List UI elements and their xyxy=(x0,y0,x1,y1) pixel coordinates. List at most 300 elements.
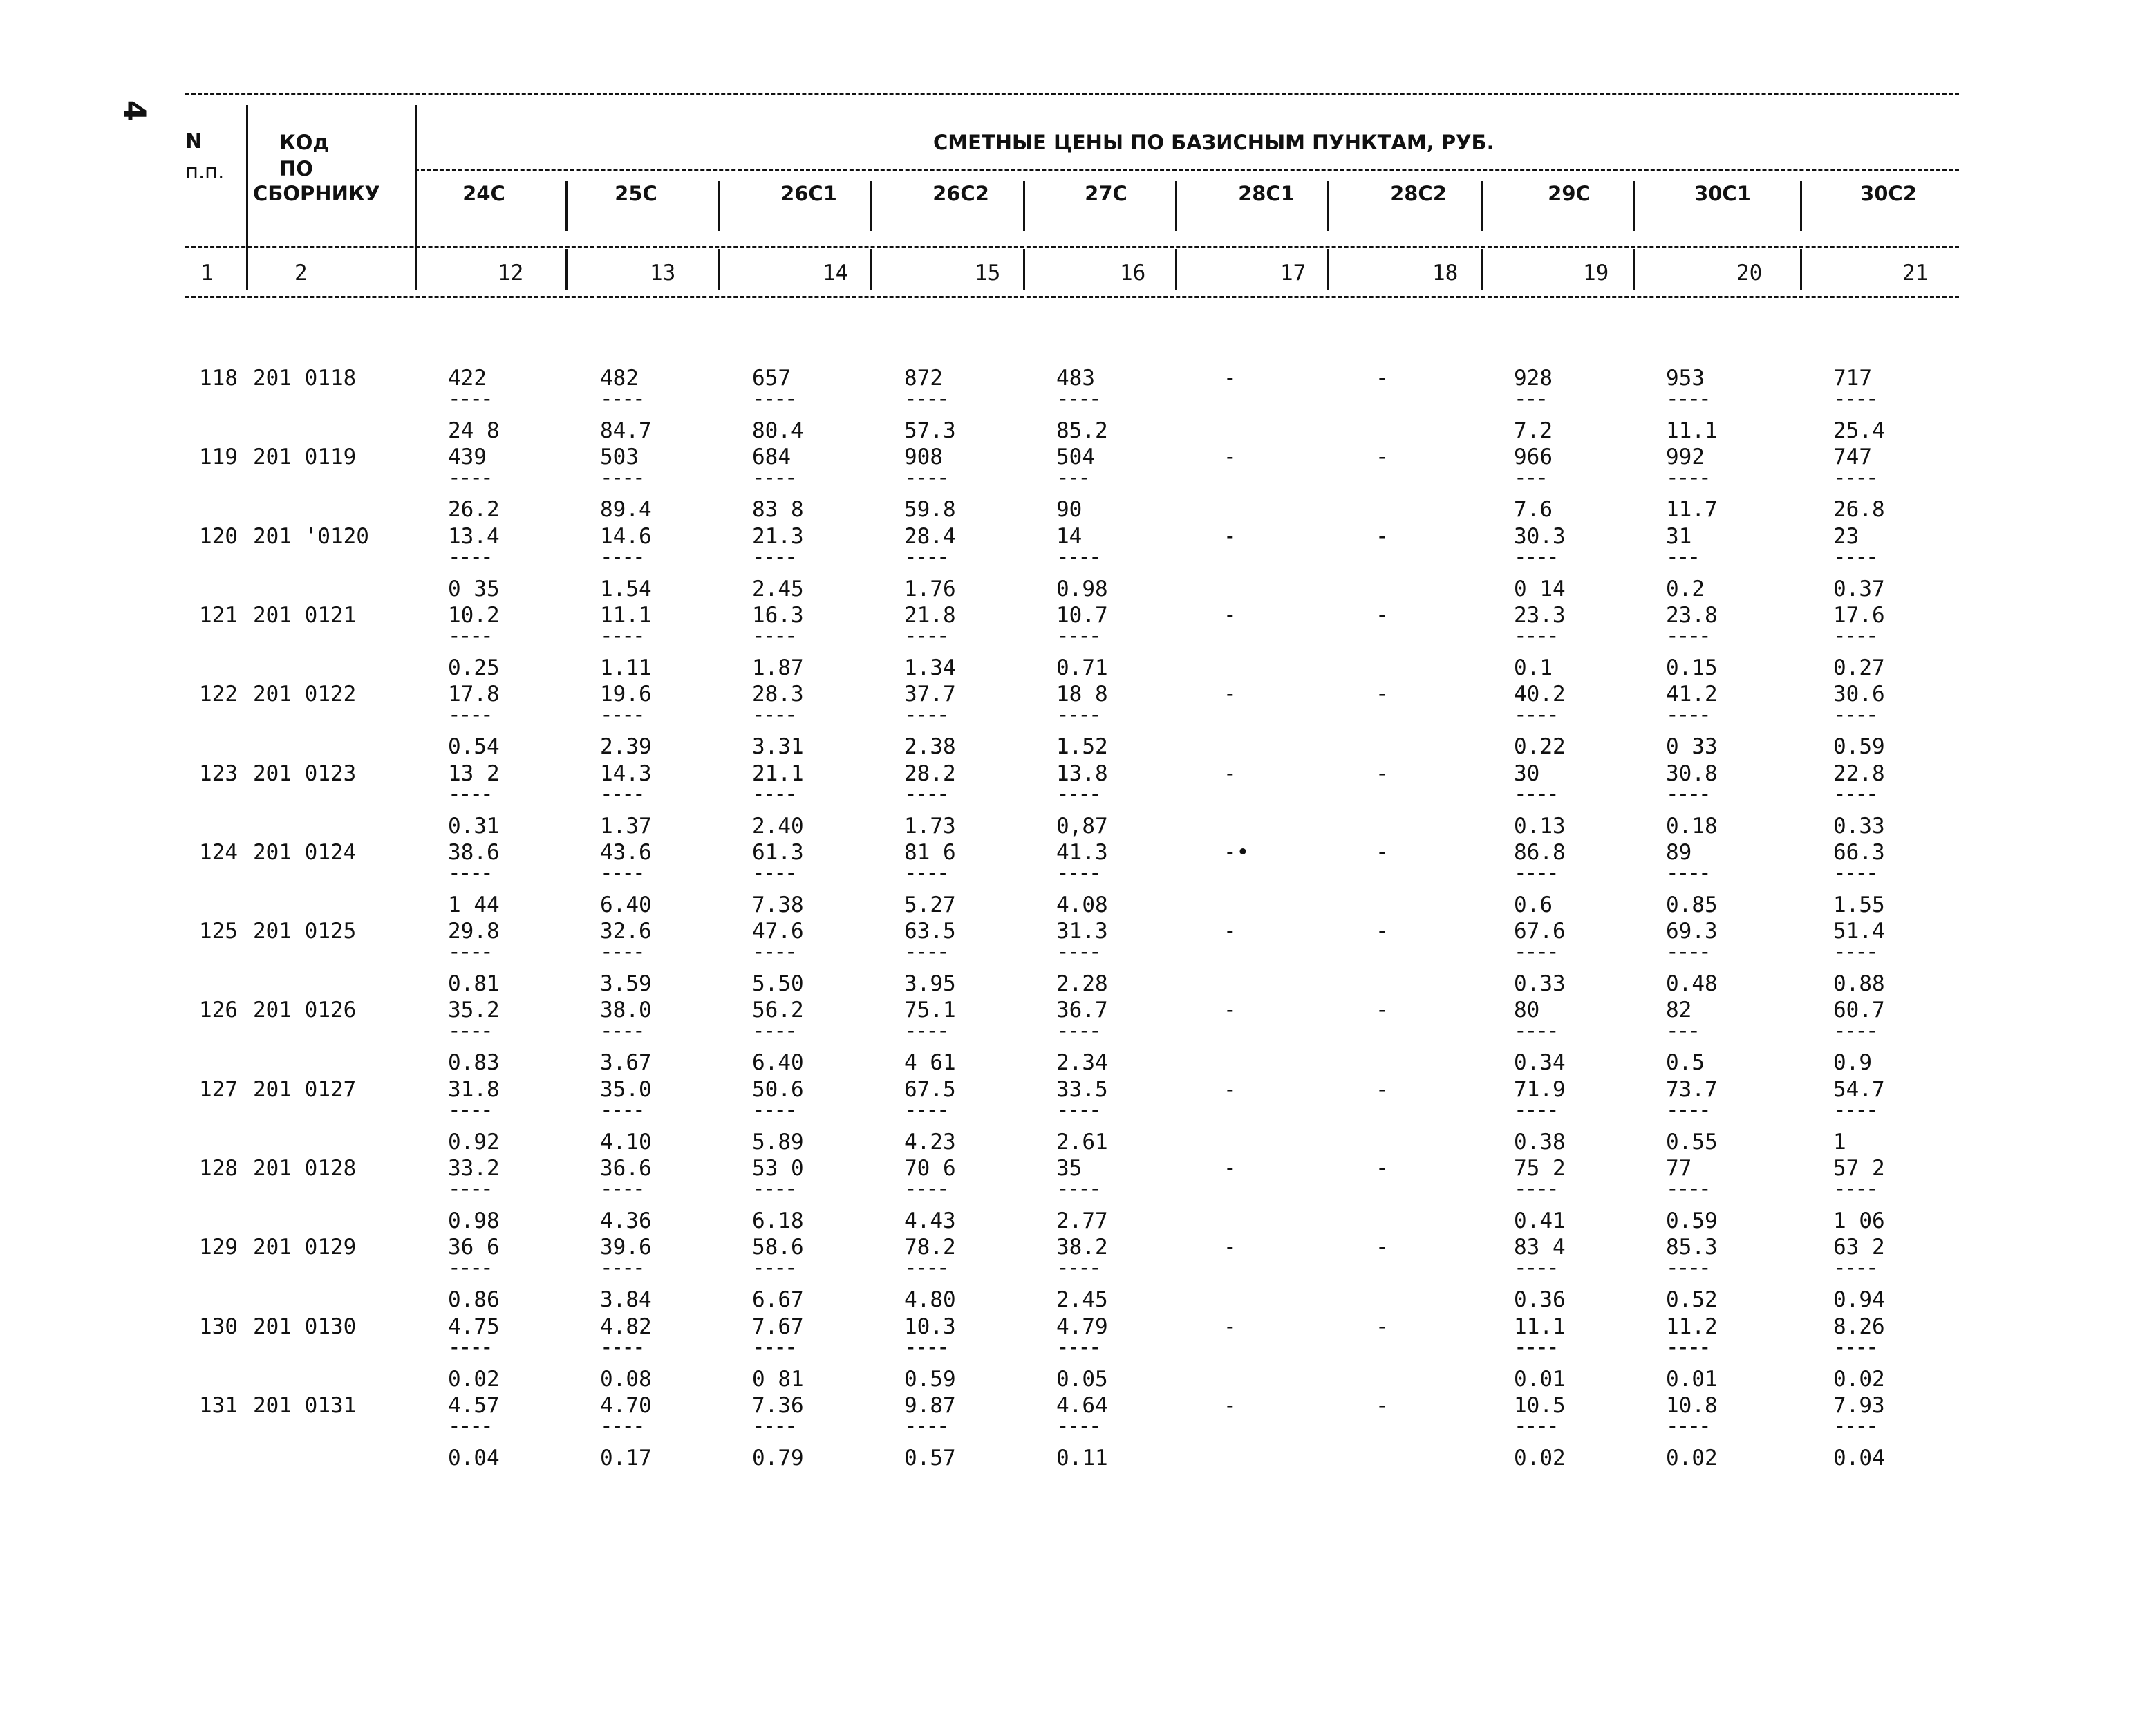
fraction-bar: ---- xyxy=(600,386,644,411)
fraction-bar: ---- xyxy=(1666,1177,1709,1202)
fraction-bar: ---- xyxy=(904,465,948,491)
row-number: 129 xyxy=(199,1235,238,1260)
column-index: 13 xyxy=(650,261,676,286)
price-value: 63 2 xyxy=(1833,1235,1885,1260)
transport-cost-value: 0.88 xyxy=(1833,971,1885,997)
transport-cost-value: 0 81 xyxy=(752,1366,804,1392)
price-value: 30 xyxy=(1514,760,1540,786)
fraction-bar: --- xyxy=(1056,465,1089,491)
price-value: 4.82 xyxy=(600,1314,652,1339)
price-value: - xyxy=(1376,1314,1389,1339)
fraction-bar: ---- xyxy=(752,1018,796,1044)
price-value: 4.79 xyxy=(1056,1314,1108,1339)
transport-cost-value: 0.57 xyxy=(904,1445,956,1470)
price-value: 17.8 xyxy=(448,682,500,707)
transport-cost-value: 0.98 xyxy=(1056,576,1108,601)
row-code: 201 0121 xyxy=(253,602,357,628)
column-header-26c1: 26C1 xyxy=(780,182,837,205)
price-value: 10.3 xyxy=(904,1314,956,1339)
fraction-bar: ---- xyxy=(904,1334,948,1360)
fraction-bar: ---- xyxy=(600,1413,644,1439)
column-divider xyxy=(565,249,568,290)
transport-cost-value: 0.25 xyxy=(448,655,500,680)
price-value: 19.6 xyxy=(600,682,652,707)
transport-cost-value: 0.81 xyxy=(448,971,500,997)
price-value: 657 xyxy=(752,366,791,391)
fraction-bar: ---- xyxy=(752,781,796,807)
row-code: 201 0131 xyxy=(253,1392,357,1418)
fraction-bar: ---- xyxy=(1514,781,1557,807)
row-number: 123 xyxy=(199,760,238,786)
transport-cost-value: 0.33 xyxy=(1833,813,1885,839)
price-value: 28.3 xyxy=(752,682,804,707)
transport-cost-value: 0.04 xyxy=(448,1445,500,1470)
row-number: 121 xyxy=(199,602,238,628)
transport-cost-value: 4.43 xyxy=(904,1208,956,1233)
price-value: - xyxy=(1376,366,1389,391)
transport-cost-value: 0.48 xyxy=(1666,971,1718,997)
transport-cost-value: 59.8 xyxy=(904,497,956,523)
fraction-bar: ---- xyxy=(448,1413,491,1439)
row-code: 201 0118 xyxy=(253,366,357,391)
column-header-30c1: 30C1 xyxy=(1694,182,1751,205)
price-value: 61.3 xyxy=(752,839,804,865)
price-value: 50.6 xyxy=(752,1076,804,1102)
fraction-bar: ---- xyxy=(448,1177,491,1202)
price-value: 66.3 xyxy=(1833,839,1885,865)
fraction-bar: ---- xyxy=(448,1018,491,1044)
fraction-bar: ---- xyxy=(1833,544,1877,570)
transport-cost-value: 7.2 xyxy=(1514,418,1553,443)
fraction-bar: ---- xyxy=(1056,781,1100,807)
price-value: 53 0 xyxy=(752,1156,804,1181)
column-divider xyxy=(718,249,720,290)
price-value: 30.3 xyxy=(1514,523,1566,549)
transport-cost-value: 5.27 xyxy=(904,892,956,917)
fraction-bar: ---- xyxy=(1833,1097,1877,1123)
price-value: 30.6 xyxy=(1833,682,1885,707)
price-value: 43.6 xyxy=(600,839,652,865)
transport-cost-value: 26.8 xyxy=(1833,497,1885,523)
transport-cost-value: 2.38 xyxy=(904,734,956,760)
fraction-bar: ---- xyxy=(448,1097,491,1123)
column-header-25c: 25C xyxy=(615,182,657,205)
transport-cost-value: 24 8 xyxy=(448,418,500,443)
transport-cost-value: 0.6 xyxy=(1514,892,1553,917)
price-value: - xyxy=(1376,1156,1389,1181)
header-bottom-rule xyxy=(185,296,1959,298)
column-index: 20 xyxy=(1736,261,1763,286)
fraction-bar: ---- xyxy=(1666,1334,1709,1360)
transport-cost-value: 2.28 xyxy=(1056,971,1108,997)
column-divider xyxy=(1175,181,1177,231)
price-value: 31.8 xyxy=(448,1076,500,1102)
row-number: 126 xyxy=(199,998,238,1023)
transport-cost-value: 0.54 xyxy=(448,734,500,760)
price-value: - xyxy=(1376,1235,1389,1260)
price-value: 69.3 xyxy=(1666,919,1718,944)
fraction-bar: ---- xyxy=(904,1255,948,1281)
fraction-bar: ---- xyxy=(904,1097,948,1123)
row-number: 127 xyxy=(199,1076,238,1102)
price-value: 18 8 xyxy=(1056,682,1108,707)
transport-cost-value: 4.23 xyxy=(904,1129,956,1155)
transport-cost-value: 1 44 xyxy=(448,892,500,917)
transport-cost-value: 0.02 xyxy=(1514,1445,1566,1470)
price-value: 33.2 xyxy=(448,1156,500,1181)
fraction-bar: ---- xyxy=(448,940,491,965)
transport-cost-value: 0.27 xyxy=(1833,655,1885,680)
price-value: 717 xyxy=(1833,366,1872,391)
code-label: КОд xyxy=(279,131,329,154)
transport-cost-value: 1.55 xyxy=(1833,892,1885,917)
column-divider xyxy=(1481,249,1483,290)
price-value: 7.36 xyxy=(752,1392,804,1418)
transport-cost-value: 0.02 xyxy=(448,1366,500,1392)
row-number: 131 xyxy=(199,1392,238,1418)
column-divider xyxy=(565,181,568,231)
transport-cost-value: 0.34 xyxy=(1514,1050,1566,1076)
transport-cost-value: 89.4 xyxy=(600,497,652,523)
fraction-bar: ---- xyxy=(1833,1018,1877,1044)
price-value: 439 xyxy=(448,445,487,470)
price-value: 81 6 xyxy=(904,839,956,865)
page-number: 4 xyxy=(116,100,152,122)
fraction-bar: ---- xyxy=(1833,781,1877,807)
fraction-bar: ---- xyxy=(1514,1413,1557,1439)
price-value: - xyxy=(1376,839,1389,865)
transport-cost-value: 0.05 xyxy=(1056,1366,1108,1392)
price-value: 504 xyxy=(1056,445,1095,470)
transport-cost-value: 2.39 xyxy=(600,734,652,760)
price-value: 28.2 xyxy=(904,760,956,786)
price-value: - xyxy=(1376,523,1389,549)
column-divider xyxy=(870,249,872,290)
price-value: 36.7 xyxy=(1056,998,1108,1023)
price-value: 14 xyxy=(1056,523,1082,549)
transport-cost-value: 2.45 xyxy=(752,576,804,601)
fraction-bar: ---- xyxy=(1666,1255,1709,1281)
column-divider xyxy=(1023,249,1025,290)
price-value: 953 xyxy=(1666,366,1705,391)
price-value: 35.0 xyxy=(600,1076,652,1102)
transport-cost-value: 2.45 xyxy=(1056,1287,1108,1313)
price-value: 4.75 xyxy=(448,1314,500,1339)
fraction-bar: ---- xyxy=(600,1177,644,1202)
column-index: 2 xyxy=(294,261,308,286)
row-number: 125 xyxy=(199,919,238,944)
price-value: 10.7 xyxy=(1056,602,1108,628)
fraction-bar: ---- xyxy=(904,1413,948,1439)
fraction-bar: ---- xyxy=(1514,702,1557,728)
transport-cost-value: 1.37 xyxy=(600,813,652,839)
row-code: 201 0130 xyxy=(253,1314,357,1339)
column-divider xyxy=(1023,181,1025,231)
transport-cost-value: 0.37 xyxy=(1833,576,1885,601)
price-value: - xyxy=(1376,1392,1389,1418)
fraction-bar: ---- xyxy=(1833,940,1877,965)
price-value: 21.3 xyxy=(752,523,804,549)
fraction-bar: ---- xyxy=(904,1018,948,1044)
transport-cost-value: 1.11 xyxy=(600,655,652,680)
price-value: - xyxy=(1224,998,1237,1023)
transport-cost-value: 0.59 xyxy=(904,1366,956,1392)
fraction-bar: ---- xyxy=(1056,623,1100,648)
transport-cost-value: 0.02 xyxy=(1833,1366,1885,1392)
fraction-bar: ---- xyxy=(904,940,948,965)
fraction-bar: ---- xyxy=(1666,386,1709,411)
fraction-bar: ---- xyxy=(904,702,948,728)
fraction-bar: ---- xyxy=(448,1334,491,1360)
price-value: 16.3 xyxy=(752,602,804,628)
price-value: 73.7 xyxy=(1666,1076,1718,1102)
price-value: - xyxy=(1376,1076,1389,1102)
transport-cost-value: 0.71 xyxy=(1056,655,1108,680)
fraction-bar: ---- xyxy=(1056,1413,1100,1439)
fraction-bar: ---- xyxy=(752,1097,796,1123)
fraction-bar: ---- xyxy=(600,544,644,570)
transport-cost-value: 0.83 xyxy=(448,1050,500,1076)
transport-cost-value: 0.92 xyxy=(448,1129,500,1155)
price-value: 4.70 xyxy=(600,1392,652,1418)
transport-cost-value: 5.89 xyxy=(752,1129,804,1155)
transport-cost-value: 0.1 xyxy=(1514,655,1553,680)
price-value: 82 xyxy=(1666,998,1692,1023)
transport-cost-value: 84.7 xyxy=(600,418,652,443)
row-number: 119 xyxy=(199,445,238,470)
fraction-bar: ---- xyxy=(1666,940,1709,965)
fraction-bar: ---- xyxy=(752,1177,796,1202)
price-value: 992 xyxy=(1666,445,1705,470)
column-header-27c: 27C xyxy=(1085,182,1127,205)
price-value: 41.3 xyxy=(1056,839,1108,865)
fraction-bar: ---- xyxy=(904,623,948,648)
fraction-bar: ---- xyxy=(1514,1334,1557,1360)
column-header-26c2: 26C2 xyxy=(932,182,989,205)
row-code: 201 '0120 xyxy=(253,523,369,549)
fraction-bar: ---- xyxy=(1056,386,1100,411)
row-code: 201 0124 xyxy=(253,839,357,865)
price-value: - xyxy=(1224,602,1237,628)
transport-cost-value: 83 8 xyxy=(752,497,804,523)
transport-cost-value: 0.13 xyxy=(1514,813,1566,839)
price-value: 30.8 xyxy=(1666,760,1718,786)
column-index: 21 xyxy=(1902,261,1929,286)
price-value: 67.5 xyxy=(904,1076,956,1102)
price-value: 77 xyxy=(1666,1156,1692,1181)
column-divider xyxy=(1327,181,1329,231)
row-number: 118 xyxy=(199,366,238,391)
price-value: 38.0 xyxy=(600,998,652,1023)
price-value: 7.93 xyxy=(1833,1392,1885,1418)
fraction-bar: ---- xyxy=(1056,1334,1100,1360)
transport-cost-value: 0.59 xyxy=(1666,1208,1718,1233)
price-value: 22.8 xyxy=(1833,760,1885,786)
price-value: - xyxy=(1224,1156,1237,1181)
row-code: 201 0123 xyxy=(253,760,357,786)
row-number: 128 xyxy=(199,1156,238,1181)
transport-cost-value: 2.40 xyxy=(752,813,804,839)
price-value: 63.5 xyxy=(904,919,956,944)
price-value: 85.3 xyxy=(1666,1235,1718,1260)
transport-cost-value: 25.4 xyxy=(1833,418,1885,443)
price-value: 872 xyxy=(904,366,943,391)
fraction-bar: ---- xyxy=(1056,1177,1100,1202)
price-value: - xyxy=(1224,445,1237,470)
fraction-bar: ---- xyxy=(600,860,644,886)
transport-cost-value: 0.18 xyxy=(1666,813,1718,839)
index-top-rule xyxy=(185,246,1959,248)
row-number: 122 xyxy=(199,682,238,707)
fraction-bar: ---- xyxy=(1833,860,1877,886)
transport-cost-value: 6.67 xyxy=(752,1287,804,1313)
fraction-bar: ---- xyxy=(1666,702,1709,728)
fraction-bar: ---- xyxy=(1056,1097,1100,1123)
price-value: 37.7 xyxy=(904,682,956,707)
fraction-bar: ---- xyxy=(1833,1177,1877,1202)
fraction-bar: ---- xyxy=(752,702,796,728)
code-label-2: ПО xyxy=(279,157,313,180)
column-divider xyxy=(1800,249,1802,290)
column-header-24c: 24C xyxy=(462,182,505,205)
transport-cost-value: 0.11 xyxy=(1056,1445,1108,1470)
transport-cost-value: 0.59 xyxy=(1833,734,1885,760)
price-value: 11.1 xyxy=(600,602,652,628)
fraction-bar: ---- xyxy=(1514,1177,1557,1202)
column-index: 19 xyxy=(1583,261,1609,286)
row-code: 201 0126 xyxy=(253,998,357,1023)
price-value: 58.6 xyxy=(752,1235,804,1260)
transport-cost-value: 1.54 xyxy=(600,576,652,601)
transport-cost-value: 0.55 xyxy=(1666,1129,1718,1155)
price-value: 10.8 xyxy=(1666,1392,1718,1418)
transport-cost-value: 3.67 xyxy=(600,1050,652,1076)
fraction-bar: ---- xyxy=(448,860,491,886)
price-value: 908 xyxy=(904,445,943,470)
transport-cost-value: 0.33 xyxy=(1514,971,1566,997)
transport-cost-value: 3.84 xyxy=(600,1287,652,1313)
price-value: 32.6 xyxy=(600,919,652,944)
transport-cost-value: 6.18 xyxy=(752,1208,804,1233)
transport-cost-value: 0,87 xyxy=(1056,813,1108,839)
price-value: 78.2 xyxy=(904,1235,956,1260)
transport-cost-value: 0.98 xyxy=(448,1208,500,1233)
row-number: 120 xyxy=(199,523,238,549)
price-value: - xyxy=(1224,1076,1237,1102)
transport-cost-value: 2.34 xyxy=(1056,1050,1108,1076)
column-divider xyxy=(1481,181,1483,231)
column-divider xyxy=(415,105,417,290)
price-value: 23.8 xyxy=(1666,602,1718,628)
fraction-bar: ---- xyxy=(600,940,644,965)
fraction-bar: ---- xyxy=(1514,1097,1557,1123)
transport-cost-value: 2.77 xyxy=(1056,1208,1108,1233)
fraction-bar: ---- xyxy=(1514,1018,1557,1044)
transport-cost-value: 0.36 xyxy=(1514,1287,1566,1313)
fraction-bar: ---- xyxy=(448,702,491,728)
price-value: 4.57 xyxy=(448,1392,500,1418)
column-index: 17 xyxy=(1280,261,1306,286)
transport-cost-value: 0.79 xyxy=(752,1445,804,1470)
fraction-bar: ---- xyxy=(904,544,948,570)
transport-cost-value: 11.7 xyxy=(1666,497,1718,523)
transport-cost-value: 90 xyxy=(1056,497,1082,523)
transport-cost-value: 4.10 xyxy=(600,1129,652,1155)
price-value: 14.3 xyxy=(600,760,652,786)
column-divider xyxy=(870,181,872,231)
price-value: 60.7 xyxy=(1833,998,1885,1023)
price-value: - xyxy=(1224,1392,1237,1418)
fraction-bar: --- xyxy=(1666,544,1698,570)
prices-title: СМЕТНЫЕ ЦЕНЫ ПО БАЗИСНЫМ ПУНКТАМ, РУБ. xyxy=(933,131,1494,154)
transport-cost-value: 1.76 xyxy=(904,576,956,601)
fraction-bar: --- xyxy=(1514,386,1546,411)
price-value: - xyxy=(1224,760,1237,786)
price-value: 9.87 xyxy=(904,1392,956,1418)
row-number: 130 xyxy=(199,1314,238,1339)
row-code: 201 0129 xyxy=(253,1235,357,1260)
fraction-bar: ---- xyxy=(600,1334,644,1360)
transport-cost-value: 3.31 xyxy=(752,734,804,760)
transport-cost-value: 0.08 xyxy=(600,1366,652,1392)
fraction-bar: ---- xyxy=(1514,1255,1557,1281)
fraction-bar: ---- xyxy=(752,623,796,648)
price-value: - xyxy=(1376,760,1389,786)
transport-cost-value: 4.08 xyxy=(1056,892,1108,917)
price-value: 70 6 xyxy=(904,1156,956,1181)
column-header-30c2: 30C2 xyxy=(1860,182,1917,205)
fraction-bar: ---- xyxy=(448,386,491,411)
fraction-bar: ---- xyxy=(1514,544,1557,570)
column-divider xyxy=(1800,181,1802,231)
transport-cost-value: 0.5 xyxy=(1666,1050,1705,1076)
transport-cost-value: 0.41 xyxy=(1514,1208,1566,1233)
price-value: - xyxy=(1376,919,1389,944)
column-header-28c2: 28C2 xyxy=(1390,182,1447,205)
fraction-bar: ---- xyxy=(752,1334,796,1360)
fraction-bar: ---- xyxy=(1666,1413,1709,1439)
price-value: - xyxy=(1224,682,1237,707)
transport-cost-value: 0.52 xyxy=(1666,1287,1718,1313)
fraction-bar: ---- xyxy=(904,781,948,807)
fraction-bar: ---- xyxy=(448,781,491,807)
price-value: 38.2 xyxy=(1056,1235,1108,1260)
transport-cost-value: 0.01 xyxy=(1666,1366,1718,1392)
fraction-bar: ---- xyxy=(752,1255,796,1281)
transport-cost-value: 0.04 xyxy=(1833,1445,1885,1470)
fraction-bar: ---- xyxy=(448,544,491,570)
price-value: 35 xyxy=(1056,1156,1082,1181)
transport-cost-value: 0.38 xyxy=(1514,1129,1566,1155)
fraction-bar: ---- xyxy=(752,940,796,965)
price-value: 40.2 xyxy=(1514,682,1566,707)
price-value: 14.6 xyxy=(600,523,652,549)
price-value: 56.2 xyxy=(752,998,804,1023)
price-value: 13.4 xyxy=(448,523,500,549)
fraction-bar: ---- xyxy=(752,1413,796,1439)
fraction-bar: ---- xyxy=(1833,1413,1877,1439)
price-value: 11.1 xyxy=(1514,1314,1566,1339)
transport-cost-value: 3.59 xyxy=(600,971,652,997)
transport-cost-value: 0.85 xyxy=(1666,892,1718,917)
transport-cost-value: 1.52 xyxy=(1056,734,1108,760)
row-code: 201 0128 xyxy=(253,1156,357,1181)
price-value: 29.8 xyxy=(448,919,500,944)
transport-cost-value: 1.87 xyxy=(752,655,804,680)
fraction-bar: --- xyxy=(1666,1018,1698,1044)
price-value: 17.6 xyxy=(1833,602,1885,628)
price-value: 21.1 xyxy=(752,760,804,786)
